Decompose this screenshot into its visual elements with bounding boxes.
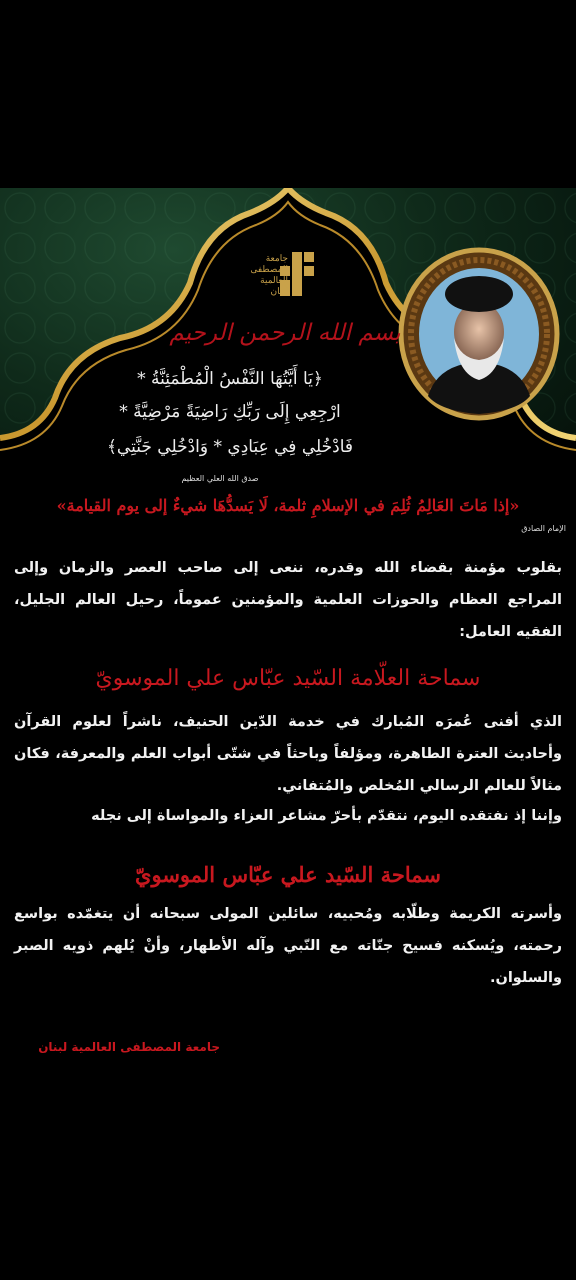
hadith-source: الإمام الصادق	[521, 524, 566, 533]
footer-signature: جامعة المصطفى العالمية لبنان	[38, 1040, 220, 1054]
paragraph-biography: الذي أفنى عُمرَه المُبارك في خدمة الدّين الحنيف، ناشراً لعلوم القرآن وأحاديث العترة الطاهرة، ومؤلفاً وباحثاً في شتّى أبواب العلم والمعرفة، فكان مثالاً للعالم الرسالي المُخلص والمُتفاني.	[14, 714, 562, 794]
paragraph-condolence: وإننا إذ نفتقده اليوم، نتقدّم بأحرّ مشاعر العزاء والمواساة إلى نجله	[91, 808, 562, 824]
paragraph-prayer: وأسرته الكريمة وطلّابه ومُحبيه، سائلين المولى سبحانه أن يتغمّده بواسع رحمته، ويُسكنه فسيح جنّاته مع النّبي وآله الأطهار، وأنْ يُلهم ذويه الصبر والسلوان.	[14, 906, 562, 986]
paragraph-announcement: بقلوب مؤمنة بقضاء الله وقدره، ننعى إلى صاحب العصر والزمان وإلى المراجع العظام والحوزات العلمية والمؤمنين عموماً، رحيل العالم الجليل، الفقيه العامل:	[14, 560, 562, 640]
obituary-card	[0, 188, 576, 1091]
verse-source: صدق الله العلي العظيم	[181, 474, 259, 483]
son-name-title: سماحة السّيد علي عبّاس الموسويّ	[135, 862, 441, 887]
basmala: بسم الله الرحمن الرحيم	[169, 320, 401, 346]
quran-verse-3: فَادْخُلِي فِي عِبَادِي * وَادْخُلِي جَنَّتِي﴾	[106, 437, 354, 457]
quran-verse-2: ارْجِعِي إِلَى رَبِّكِ رَاضِيَةً مَرْضِيَّةً *	[119, 402, 341, 422]
hadith-quote: «إذا مَاتَ العَالِمُ ثُلِمَ في الإسلامِ ثلمة، لَا يَسدُّهَا شيءٌ إلى يوم القيامة»	[56, 496, 520, 515]
deceased-name-title: سماحة العلّامة السّيد عبّاس علي الموسويّ	[95, 666, 481, 691]
logo-text: جامعة المصطفى العالمية لبنان	[250, 254, 288, 297]
portrait-frame	[398, 246, 560, 422]
quran-verse-1: ﴿يَا أَيَّتُهَا النَّفْسُ الْمُطْمَئِنَّةُ *	[137, 369, 323, 389]
